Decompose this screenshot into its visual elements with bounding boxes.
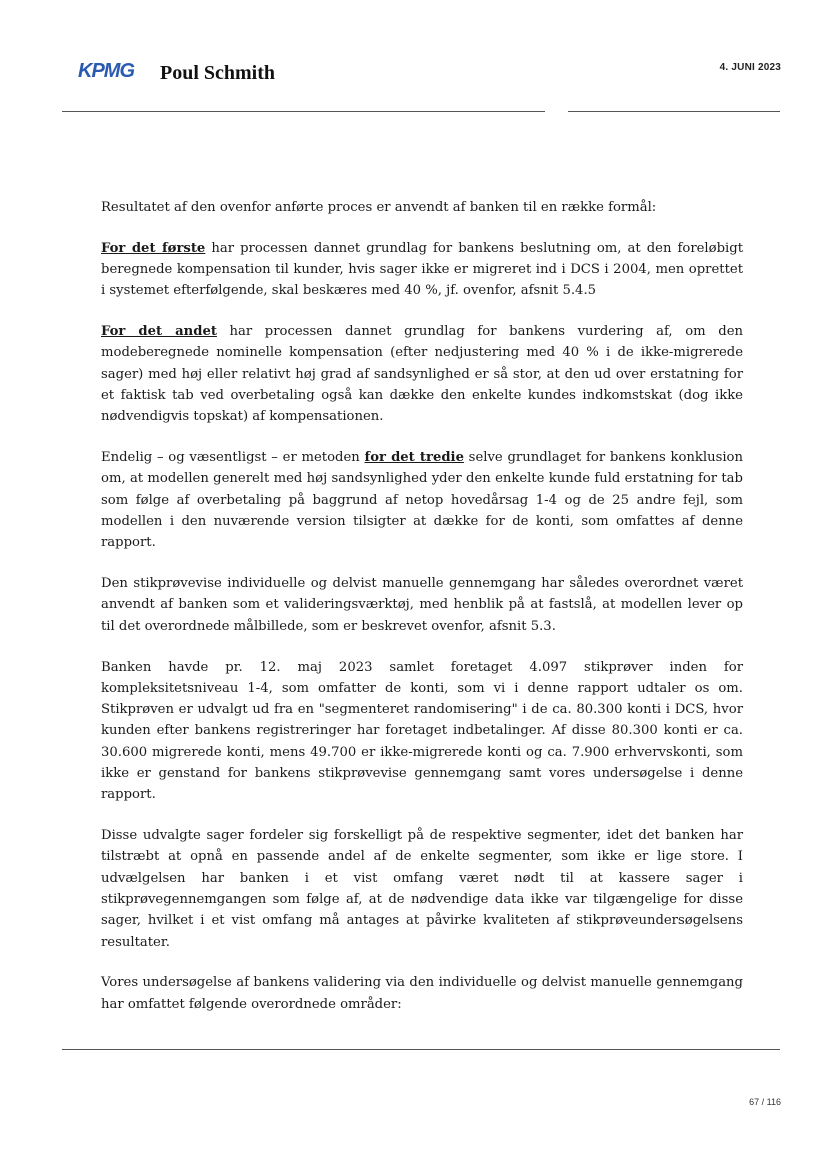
paragraph: Den stikprøvevise individuelle og delvist manuelle gennemgang har således overordnet været anvendt af banken som et valideringsværktøj, med henblik på at fastslå, at modellen lever op til det overordnede målbillede, som er beskrevet ovenfor, afsnit 5.3. <box>101 576 743 634</box>
paragraph: Vores undersøgelse af bankens validering via den individuelle og delvist manuelle gennemgang har omfattet følgende overordnede områder: <box>101 975 743 1012</box>
paragraph: Banken havde pr. 12. maj 2023 samlet foretaget 4.097 stikprøver inden for kompleksitetsniveau 1-4, som omfatter de konti, som vi i denne rapport udtaler os om. Stikprøven er udvalgt ud fra en "segmenteret randomisering" i de ca. 80.300 konti i DCS, hvor kunden efter bankens registreringer har foretaget indbetalinger. Af disse 80.300 konti er ca. 30.600 migrerede konti, mens 49.700 er ikke-migrerede konti og ca. 7.900 erhvervskonti, som ikke er genstand for bankens stikprøvevise gennemgang samt vores undersøgelse i denne rapport. <box>101 659 743 803</box>
paragraph: For det første har processen dannet grundlag for bankens beslutning om, at den foreløbigt beregnede kompensation til kunder, hvis sager ikke er migreret ind i DCS i 2004, men oprettet i systemet efterfølgende, skal beskæres med 40 %, jf. ovenfor, afsnit 5.4.5 <box>101 240 743 299</box>
paragraph: For det andet har processen dannet grundlag for bankens vurdering af, om den modeberegnede nominelle kompensation (efter nedjustering med 40 % i de ikke-migrerede sager) med høj eller relativt høj grad af sandsynlighed er så stor, at den ud over erstatning for et faktisk tab ved overbetaling også kan dække den enkelte kundes indkomstskat (dog ikke nødvendigvis topskat) af kompensationen. <box>101 324 743 425</box>
page-number: 67 / 116 <box>749 1097 781 1107</box>
footer-divider <box>62 1049 780 1050</box>
firm-name: Poul Schmith <box>160 62 276 84</box>
document-date: 4. JUNI 2023 <box>719 62 781 73</box>
paragraph: Disse udvalgte sager fordeler sig forskelligt på de respektive segmenter, idet det banken har tilstræbt at opnå en passende andel af de enkelte segmenter, som ikke er lige store. I udvælgelsen har banken i et vist omfang været nødt til at kassere sager i stikprøvegennemgangen som følge af, at de nødvendige data ikke var tilgængelige for disse sager, hvilket i et vist omfang må antages at påvirke kvaliteten af stikprøveundersøgelsens resultater. <box>101 828 743 950</box>
kpmg-logo: KPMG <box>78 60 134 82</box>
header-divider-right <box>568 111 780 112</box>
paragraph-lead: for det tredie <box>364 450 464 466</box>
header-divider-left <box>62 111 545 112</box>
paragraph-lead: For det første <box>101 240 206 256</box>
document-body <box>101 197 743 1035</box>
paragraph-lead: For det andet <box>101 324 217 340</box>
paragraph: Resultatet af den ovenfor anførte proces er anvendt af banken til en række formål: <box>101 200 657 215</box>
paragraph: Endelig – og væsentligst – er metoden for det tredie selve grundlaget for bankens konklusion om, at modellen generelt med høj sandsynlighed yder den enkelte kunde fuld erstatning for tab som følge af overbetaling på baggrund af netop hovedårsag 1-4 og de 25 andre fejl, som modellen i den nuværende version tilsigter at dække for de konti, som omfattes af denne rapport. <box>101 450 743 551</box>
